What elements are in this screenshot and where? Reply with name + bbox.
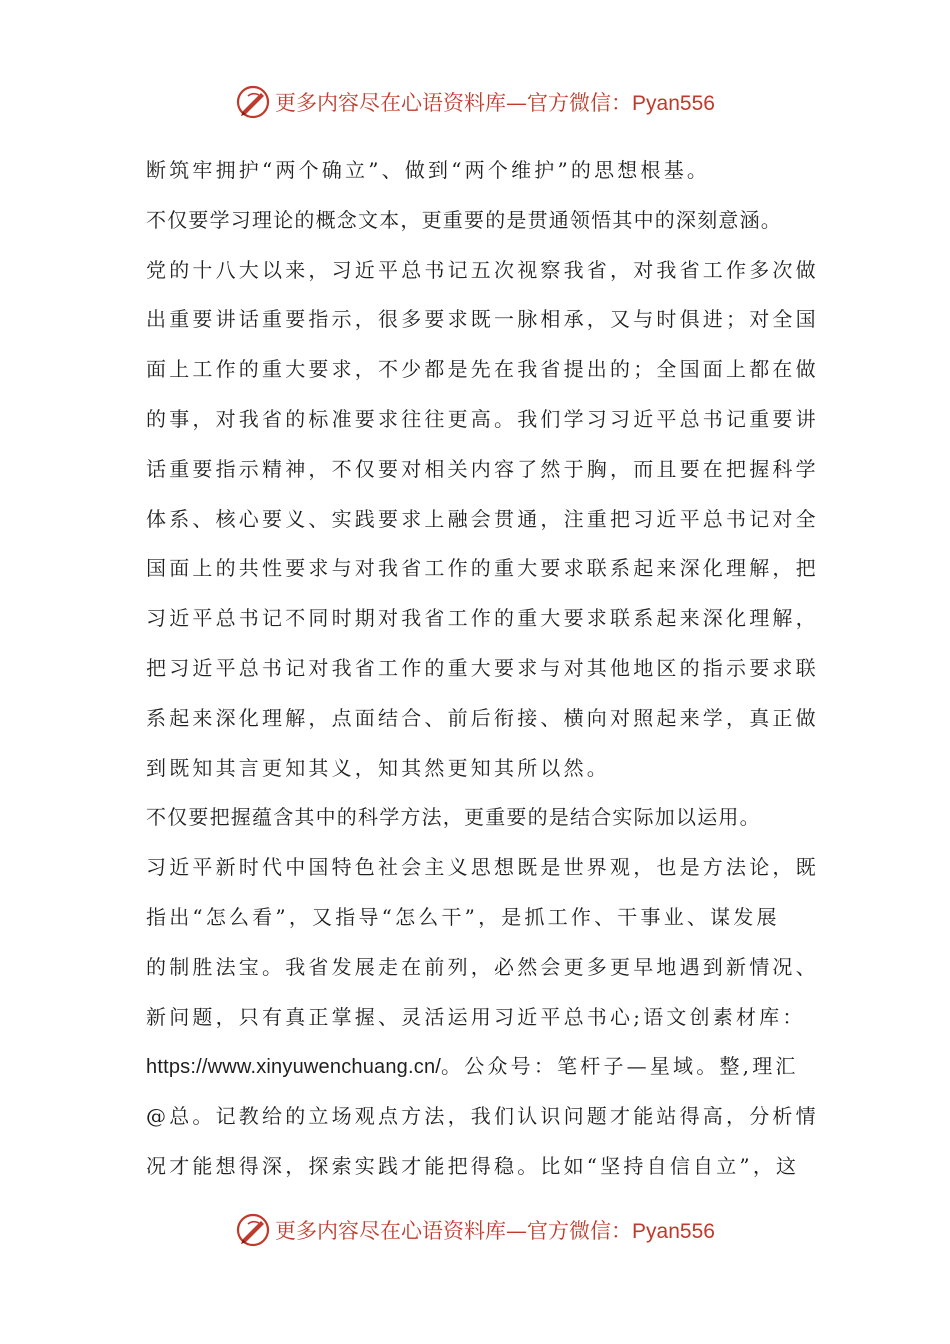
text-line: @总。记教给的立场观点方法，我们认识问题才能站得高，分析情 [146,1104,819,1129]
text-line: 话重要指示精神，不仅要对相关内容了然于胸，而且要在把握科学 [146,456,819,481]
header-banner [0,82,950,122]
text-line: 新问题，只有真正掌握、灵活运用习近平总书心;语文创素材库： [146,1004,806,1029]
pen-logo-icon [235,84,271,120]
text-line: 指出“怎么看”，又指导“怎么干”，是抓工作、干事业、谋发展 [146,904,780,929]
text-line: 不仅要学习理论的概念文本，更重要的是贯通领悟其中的深刻意涵。 [146,207,782,232]
text-line: 习近平总书记不同时期对我省工作的重大要求联系起来深化理解， [146,606,819,631]
text-line: 到既知其言更知其义，知其然更知其所以然。 [146,755,610,780]
footer-banner-id: Pyan556 [632,1220,715,1243]
text-line: 国面上的共性要求与对我省工作的重大要求联系起来深化理解，把 [146,556,819,581]
footer-banner [0,1210,950,1250]
footer-banner-label: 更多内容尽在心语资料库—官方微信： [275,1219,633,1243]
url-tail-text: 。公众号：笔杆子—星域。整,理汇 [441,1054,799,1079]
text-line: 断筑牢拥护“两个确立”、做到“两个维护”的思想根基。 [146,158,711,182]
pen-logo-icon [235,1212,271,1248]
text-line: 的制胜法宝。我省发展走在前列，必然会更多更早地遇到新情况、 [146,954,819,979]
website-url[interactable]: https://www.xinyuwenchuang.cn/ [146,1056,442,1079]
text-line: 习近平新时代中国特色社会主义思想既是世界观，也是方法论，既 [146,855,819,880]
text-line: 系起来深化理解，点面结合、前后衔接、横向对照起来学，真正做 [146,705,819,730]
text-line: 把习近平总书记对我省工作的重大要求与对其他地区的指示要求联 [146,655,819,680]
document-body [146,150,826,1196]
header-banner-label: 更多内容尽在心语资料库—官方微信： [275,91,633,115]
header-banner-text [275,87,715,117]
text-line: 不仅要把握蕴含其中的科学方法，更重要的是结合实际加以运用。 [146,805,761,830]
text-line: 体系、核心要义、实践要求上融会贯通，注重把习近平总书记对全 [146,506,819,531]
text-line-url [146,1046,826,1096]
text-line: 出重要讲话重要指示，很多要求既一脉相承，又与时俱进；对全国 [146,307,819,332]
text-line: 的事，对我省的标准要求往往更高。我们学习习近平总书记重要讲 [146,406,819,431]
text-line: 况才能想得深，探索实践才能把得稳。比如“坚持自信自立”，这 [146,1153,800,1178]
header-banner-id: Pyan556 [632,92,715,115]
text-line: 面上工作的重大要求，不少都是先在我省提出的；全国面上都在做 [146,357,819,382]
text-line: 党的十八大以来，习近平总书记五次视察我省，对我省工作多次做 [146,257,819,282]
footer-banner-text [275,1215,715,1245]
